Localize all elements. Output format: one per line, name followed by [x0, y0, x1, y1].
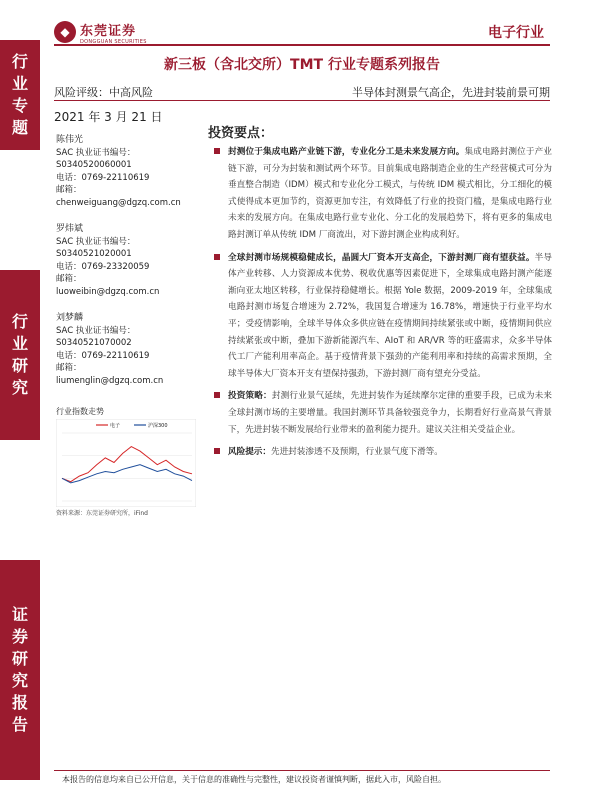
para-text: 集成电路封测位于产业链下游，可分为封装和测试两个环节。目前集成电路制造企业的生产经营模式可分为垂直整合制造（IDM）模式和专业化分工模式，与传统 IDM 模式相比，分工细化的模式使得成本更加节约，资源更加专注，有效降低了行业的投资门槛，是集成电路行业未来的发展方向。在集成电路行业专业化、分工化的发展趋势下，将有更多的集成电路封测订单从传统 IDM 厂商流出，对下游封测企业构成利好。	[228, 147, 552, 240]
company-logo	[54, 18, 147, 46]
summary-paragraph	[212, 444, 552, 461]
analyst-list	[56, 134, 196, 401]
analyst-email[interactable]: liumenglin@dgzq.com.cn	[56, 375, 164, 386]
index-chart	[56, 406, 196, 524]
sidebar-char: 行	[11, 312, 28, 331]
sidebar-char: 究	[11, 671, 28, 690]
analyst-name: 罗炜斌	[56, 224, 84, 234]
analyst-phone: 电话：0769-23320059	[56, 261, 150, 272]
legend-series2: 沪深300	[148, 423, 168, 429]
analyst-cert: S0340521020001	[56, 249, 132, 259]
disclaimer: 本报告的信息均来自已公开信息，关于信息的准确性与完整性，建议投资者谨慎判断，据此入市，风险自担。	[62, 775, 446, 784]
sidebar-char: 题	[11, 118, 28, 137]
sidebar-char: 研	[11, 356, 28, 375]
para-lead: 风险提示：	[228, 447, 271, 458]
analyst-email[interactable]: luoweibin@dgzq.com.cn	[56, 286, 160, 297]
analyst-email[interactable]: chenweiguang@dgzq.com.cn	[56, 197, 181, 208]
header	[48, 8, 550, 46]
sidebar-char: 告	[11, 715, 28, 734]
summary-paragraph	[212, 388, 552, 438]
sidebar-char: 业	[11, 74, 28, 93]
legend-series1: 电子	[110, 423, 121, 429]
sidebar-char: 证	[11, 605, 28, 624]
analyst-name: 刘梦麟	[56, 313, 84, 323]
sidebar-char: 业	[11, 334, 28, 353]
bullet-icon	[214, 448, 220, 454]
analyst-phone: 电话：0769-22110619	[56, 350, 150, 361]
bullet-icon	[214, 148, 220, 154]
analyst-email-label: 邮箱：	[56, 274, 82, 284]
sidebar-char: 究	[11, 378, 28, 397]
sidebar-block-industry-topic	[0, 40, 40, 150]
sidebar-block-securities-report	[0, 560, 40, 780]
analyst-phone: 电话：0769-22110619	[56, 172, 150, 183]
logo-en-text: DONGGUAN SECURITIES	[80, 38, 147, 45]
analyst-cert: S0340520060001	[56, 160, 132, 170]
report-date: 2021 年 3 月 21 日	[54, 110, 163, 124]
sidebar-char: 研	[11, 649, 28, 668]
sidebar-char: 券	[11, 627, 28, 646]
header-divider	[54, 44, 550, 46]
chart-svg	[56, 419, 196, 507]
logo-cn-text: 东莞证券	[80, 23, 137, 39]
section-body	[212, 144, 552, 467]
analyst-email-label: 邮箱：	[56, 363, 82, 373]
sidebar-block-industry-research	[0, 270, 40, 440]
para-lead: 封测位于集成电路产业链下游，专业化分工是未来发展方向。	[228, 147, 465, 157]
title-divider	[54, 100, 550, 101]
analyst-card	[56, 223, 196, 298]
summary-paragraph	[212, 144, 552, 244]
sidebar	[0, 0, 40, 800]
logo-mark-icon: ◆	[54, 21, 76, 43]
sidebar-char: 专	[11, 96, 28, 115]
risk-rating: 风险评级：中高风险	[54, 86, 153, 99]
analyst-name: 陈伟光	[56, 135, 84, 145]
report-subtitle: 半导体封测景气高企，先进封装前景可期	[352, 86, 550, 99]
para-lead: 投资策略：	[228, 391, 272, 402]
section-heading: 投资要点：	[208, 126, 274, 141]
industry-label: 电子行业	[488, 25, 544, 41]
analyst-cert-label: SAC 执业证书编号：	[56, 147, 136, 158]
analyst-cert-label: SAC 执业证书编号：	[56, 325, 136, 336]
analyst-card	[56, 312, 196, 387]
analyst-card	[56, 134, 196, 209]
chart-title: 行业指数走势	[56, 407, 104, 416]
sidebar-char: 行	[11, 52, 28, 71]
bullet-icon	[214, 392, 220, 398]
summary-paragraph	[212, 250, 552, 383]
bullet-icon	[214, 254, 220, 260]
analyst-cert: S0340521070002	[56, 338, 132, 348]
para-text: 先进封装渗透不及预期，行业景气度下滑等。	[270, 447, 443, 458]
analyst-email-label: 邮箱：	[56, 185, 82, 195]
analyst-cert-label: SAC 执业证书编号：	[56, 236, 136, 247]
footer-divider	[54, 770, 550, 771]
para-text: 半导体产业转移、人力资源成本优势、税收优惠等因素促进下，全球集成电路封测产能逐渐向亚太地区转移，行业保持稳健增长。根据 Yole 数据，2009-2019 年，全球集成电路封测市场复合增速为 2.72%，我国复合增速为 16.78%，增速快于行业平均水平；受疫情影响，全球半导体众多供应链在疫情期间持续紧张或中断，疫情期间供应持续紧张或中断，叠加下游新能源汽车、AIoT 和 AR/VR 等的旺盛需求，众多半导体代工厂产能利用率高企。基于疫情背景下强劲的产能利用率和持续的高需求预期，全球半导体大厂资本开支有望保持强劲，下游封测厂商有望充分受益。	[228, 252, 552, 379]
para-lead: 全球封测市场规模稳健成长，晶圆大厂资本开支高企，下游封测厂商有望获益。	[228, 252, 535, 263]
para-text: 封测行业景气延续，先进封装作为延续摩尔定律的重要手段，已成为未来全球封测市场的主要增量。我国封测环节具备较强竞争力，长期看好行业高景气背景下，先进封装不断发展给行业带来的盈利能力提升。建议关注相关受益企业。	[228, 391, 552, 435]
chart-source: 资料来源：东莞证券研究所，iFind	[56, 510, 148, 517]
report-title: 新三板（含北交所）TMT 行业专题系列报告	[164, 57, 440, 73]
sidebar-char: 报	[11, 693, 28, 712]
